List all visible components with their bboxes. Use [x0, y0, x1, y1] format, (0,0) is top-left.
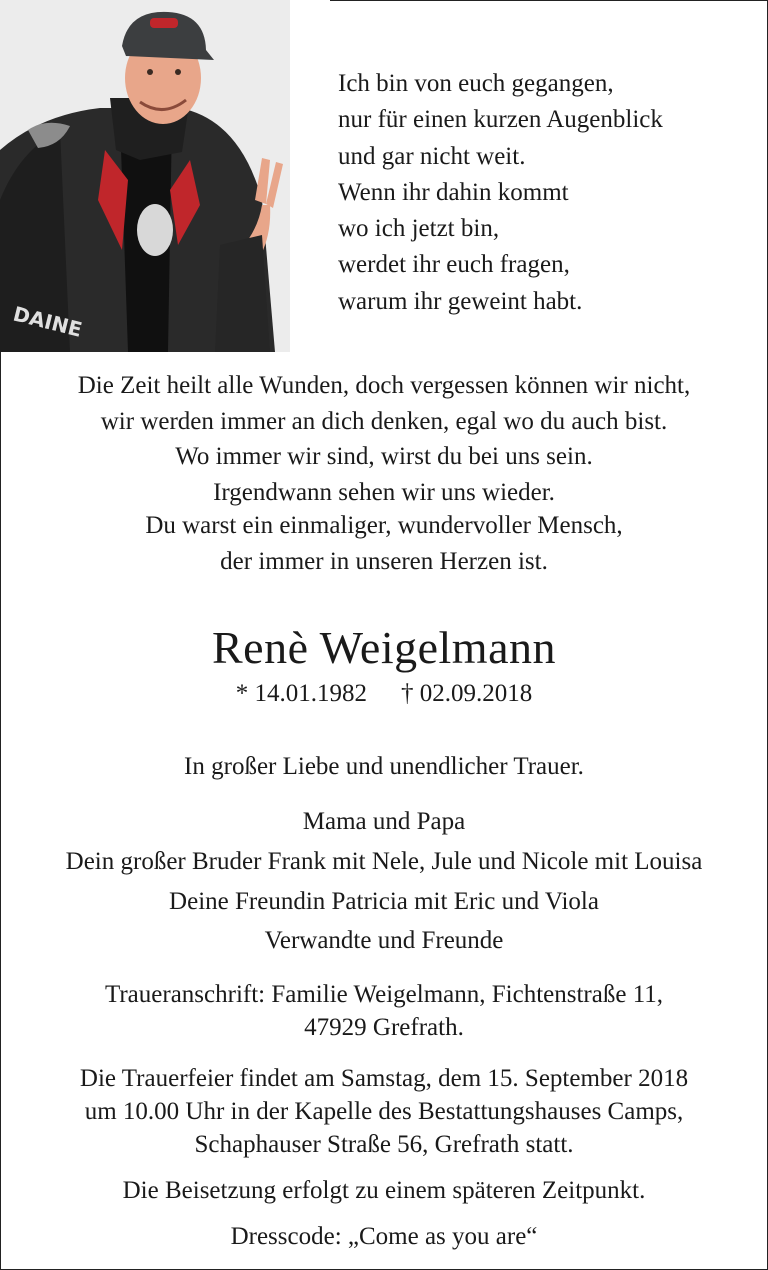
- verse-line: Wo immer wir sind, wirst du bei uns sein.: [175, 443, 593, 470]
- address-line: Traueranschrift: Familie Weigelmann, Fichtenstraße 11,: [104, 981, 664, 1008]
- service-line: Schaphauser Straße 56, Grefrath statt.: [194, 1131, 574, 1158]
- service-line: um 10.00 Uhr in der Kapelle des Bestattungshauses Camps,: [84, 1098, 684, 1125]
- funeral-service-info: [0, 1062, 768, 1161]
- verse-block: [0, 368, 768, 510]
- family-line: Mama und Papa: [302, 808, 466, 835]
- family-line: Dein großer Bruder Frank mit Nele, Jule und Nicole mit Louisa: [65, 847, 703, 875]
- tribute-line: Du warst ein einmaliger, wundervoller Mensch,: [145, 512, 623, 539]
- poem-line: und gar nicht weit.: [338, 142, 526, 170]
- tribute-line: der immer in unseren Herzen ist.: [220, 547, 548, 575]
- death-date: † 02.09.2018: [401, 680, 533, 707]
- verse-line: wir werden immer an dich denken, egal wo du auch bist.: [100, 407, 668, 435]
- poem-block: [338, 66, 758, 320]
- poem-line: warum ihr geweint habt.: [338, 287, 583, 315]
- poem-line: wo ich jetzt bin,: [338, 215, 500, 243]
- address-line: 47929 Grefrath.: [304, 1014, 464, 1041]
- family-line: Deine Freundin Patricia mit Eric und Viola: [169, 887, 599, 915]
- burial-note: Die Beisetzung erfolgt zu einem späteren Zeitpunkt.: [122, 1177, 646, 1204]
- family-list: [0, 802, 768, 961]
- poem-line: nur für einen kurzen Augenblick: [338, 106, 663, 134]
- family-line: Verwandte und Freunde: [264, 927, 504, 955]
- verse-line: Irgendwann sehen wir uns wieder.: [213, 478, 555, 506]
- poem-line: Wenn ihr dahin kommt: [338, 178, 569, 206]
- deceased-name: Renè Weigelmann: [211, 622, 556, 673]
- mourning-line: In großer Liebe und unendlicher Trauer.: [184, 753, 584, 780]
- service-line: Die Trauerfeier findet am Samstag, dem 15. September 2018: [79, 1065, 689, 1092]
- frame-border-top: [330, 0, 768, 1]
- poem-line: Ich bin von euch gegangen,: [338, 70, 614, 97]
- birth-date: * 14.01.1982: [235, 680, 367, 707]
- portrait-photo: [0, 0, 290, 352]
- mourning-address: [0, 978, 768, 1044]
- dresscode-note: Dresscode: „Come as you are“: [230, 1223, 538, 1250]
- svg-text:DAINE: DAINE: [10, 301, 85, 342]
- verse-line: Die Zeit heilt alle Wunden, doch vergessen können wir nicht,: [77, 372, 691, 399]
- poem-line: werdet ihr euch fragen,: [338, 251, 570, 279]
- life-dates: [0, 676, 768, 712]
- tribute-block: [0, 508, 768, 579]
